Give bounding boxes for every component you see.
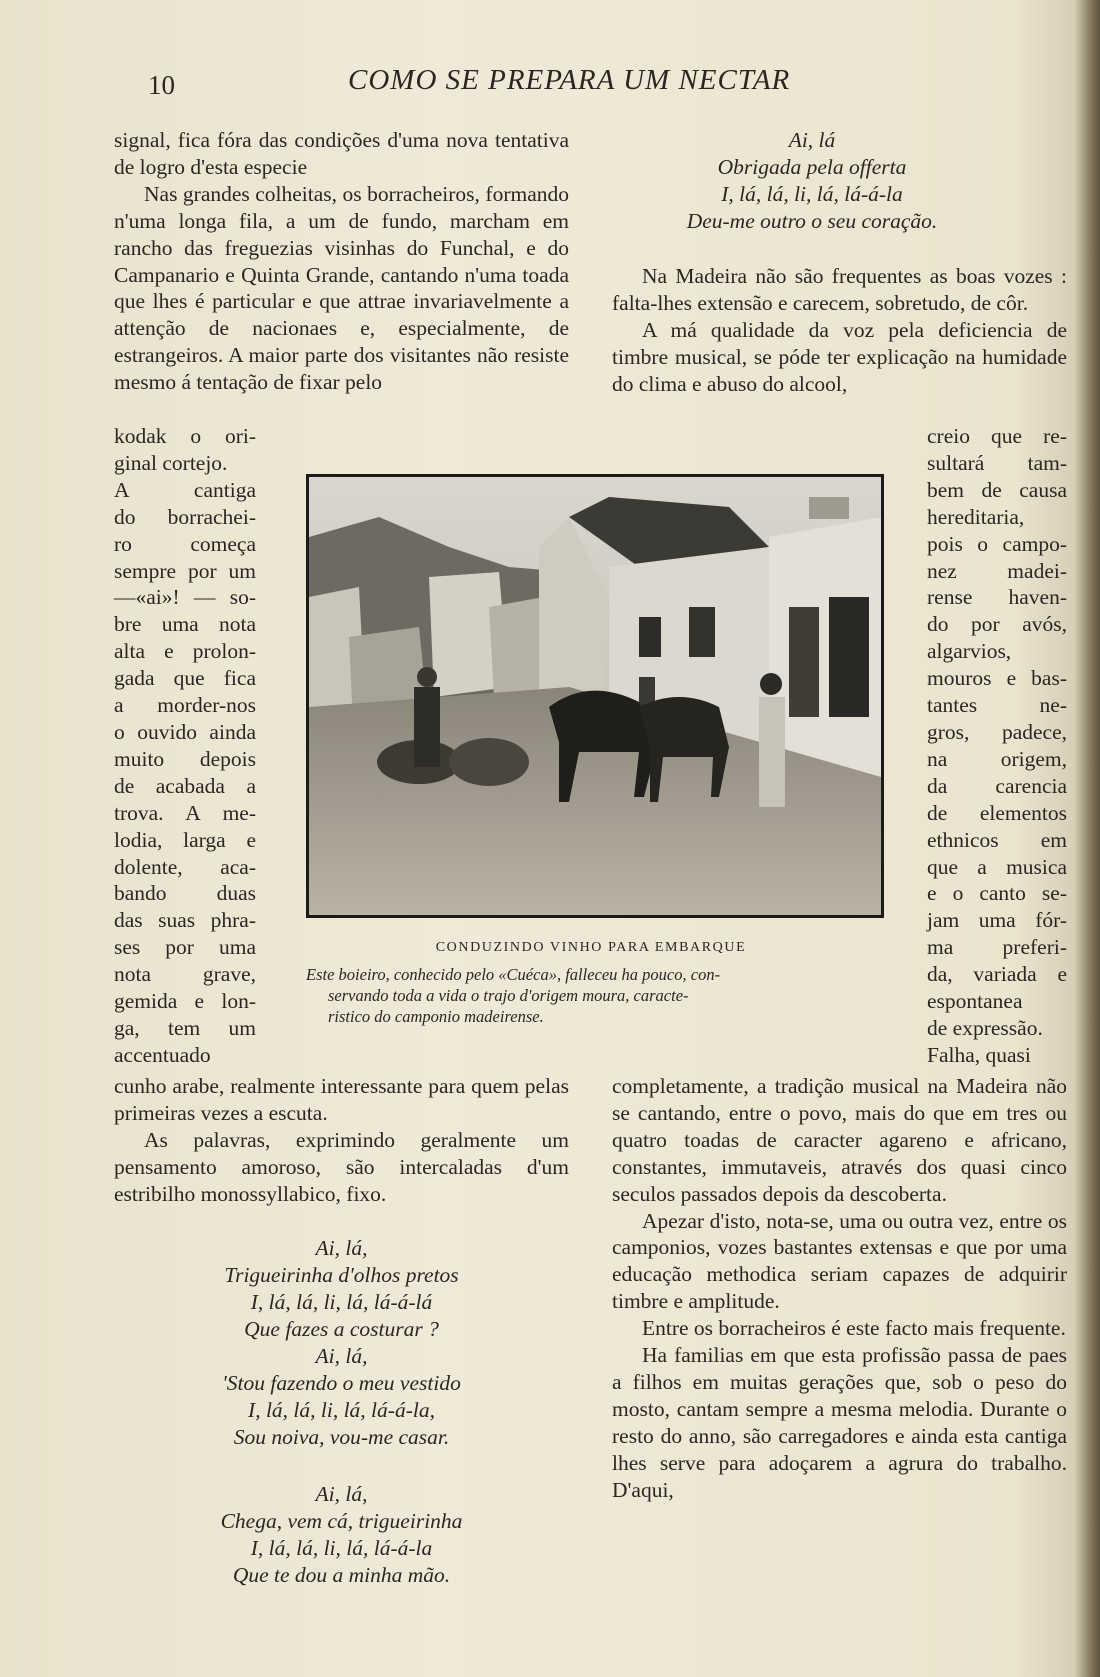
text-line: Falha, quasi (927, 1042, 1031, 1067)
right-column-top (612, 263, 1067, 398)
page-edge-shadow (1074, 0, 1100, 1677)
left-column-top (114, 127, 569, 396)
text-line: da, variada e (927, 962, 1067, 987)
text-line: jam uma fór- (927, 908, 1067, 933)
text-line: creio que re- (927, 424, 1067, 448)
street-scene-image (309, 477, 881, 915)
figure-title: CONDUZINDO VINHO PARA EMBARQUE (435, 940, 747, 955)
caption-line: servando toda a vida o trajo d'origem moura, caracte- (328, 986, 689, 1005)
text-line: espontanea (927, 989, 1023, 1014)
poem-line: Chega, vem cá, trigueirinha (220, 1509, 463, 1533)
text-line: ma preferi- (927, 935, 1067, 960)
text-line: lodia, larga e (114, 827, 256, 852)
text-line: algarvios, (927, 639, 1012, 664)
text-line: o ouvido ainda (114, 719, 256, 744)
text-line: bem de causa (927, 477, 1067, 502)
text-line: hereditaria, (927, 504, 1025, 529)
text-line: muito depois (114, 746, 256, 771)
text-line: A cantiga (114, 477, 256, 502)
text-line: bre uma nota (114, 612, 256, 637)
text-line: ethnicos em (927, 827, 1067, 852)
text-line: gros, padece, (927, 719, 1067, 744)
text-line: de acabada a (114, 773, 256, 798)
poem-line: Que fazes a costurar ? (244, 1317, 439, 1341)
paragraph: As palavras, exprimindo geralmente um pensamento amoroso, são intercaladas d'um estribilho monossyllabico, fixo. (114, 1127, 569, 1206)
text-line: kodak o ori- (114, 424, 256, 448)
poem-line: Ai, lá (788, 128, 836, 152)
paragraph: signal, fica fóra das condições d'uma nova tentativa de logro d'esta especie (114, 128, 569, 179)
poem-line: Sou noiva, vou-me casar. (233, 1425, 450, 1449)
text-line: ro começa (114, 531, 256, 556)
text-line: dolente, aca- (114, 854, 256, 879)
text-line: sempre por um (114, 558, 256, 583)
text-line: mouros e bas- (927, 666, 1067, 691)
text-line: ginal cortejo. (114, 450, 228, 475)
poem-line: Ai, lá, (315, 1236, 368, 1260)
text-line: trova. A me- (114, 800, 256, 825)
text-line: da carencia (927, 773, 1067, 798)
text-line: e o canto se- (927, 881, 1067, 906)
text-line: sultará tam- (927, 450, 1067, 475)
text-line: na origem, (927, 746, 1067, 771)
left-column-narrow (114, 423, 256, 1069)
poem-line: I, lá, lá, li, lá, lá-á-la (250, 1536, 433, 1560)
poem-line: I, lá, lá, li, lá, lá-á-la (721, 182, 903, 206)
text-line: de elementos (927, 800, 1067, 825)
caption-line: Este boieiro, conhecido pelo «Cuéca», falleceu ha pouco, con- (306, 965, 721, 984)
text-line: alta e prolon- (114, 639, 256, 664)
photograph (306, 474, 884, 918)
text-line: do por avós, (927, 612, 1067, 637)
poem-line: Deu-me outro o seu coração. (686, 209, 938, 233)
poem-line: Que te dou a minha mão. (232, 1563, 451, 1587)
poem-line: Ai, lá, (315, 1482, 368, 1506)
paragraph: Entre os borracheiros é este facto mais frequente. (642, 1316, 1066, 1341)
poem-line: Trigueirinha d'olhos pretos (224, 1263, 459, 1287)
paragraph: Ha familias em que esta profissão passa de paes a filhos em muitas gerações que, sob o peso do mosto, cantam sempre a mesma melodia. Durante o resto do anno, são carregadores e ainda esta cantiga lhes serve para adoçarem a agrura do trabalho. D'aqui, (612, 1343, 1067, 1502)
figure-caption (300, 964, 882, 1027)
poem-line: Ai, lá, (315, 1344, 368, 1368)
text-line: —«ai»! — so- (114, 585, 256, 610)
text-line: ses por uma (114, 935, 256, 960)
poem-line: I, lá, lá, li, lá, lá-á-la, (248, 1398, 435, 1422)
text-line: nota grave, (114, 962, 256, 987)
text-line: gemida e lon- (114, 989, 256, 1014)
paragraph: completamente, a tradição musical na Madeira não se cantando, entre o povo, mais do que em tres ou quatro toadas de caracter agareno e africano, constantes, immutaveis, através dos quasi cinco seculos passados depois da descoberta. (612, 1074, 1067, 1206)
text-line: gada que fica (114, 666, 256, 691)
poem-stanza (114, 1481, 569, 1589)
poem-line: Obrigada pela offerta (717, 155, 907, 179)
poem-stanza (612, 127, 1012, 235)
right-column-narrow (927, 423, 1067, 1069)
text-line: bando duas (114, 881, 256, 906)
left-column-bottom (114, 1073, 569, 1208)
text-line: rense haven- (927, 585, 1067, 610)
text-line: das suas phra- (114, 908, 256, 933)
text-line: pois o campo- (927, 531, 1067, 556)
page-number: 10 (148, 70, 175, 100)
paragraph: Na Madeira não são frequentes as boas vozes : falta-lhes extensão e carecem, sobretudo, de côr. (612, 264, 1067, 315)
right-column-bottom (612, 1073, 1067, 1504)
poem-line: I, lá, lá, li, lá, lá-á-lá (250, 1290, 433, 1314)
text-line: que a musica (927, 854, 1067, 879)
text-line: a morder-nos (114, 693, 256, 718)
text-line: ga, tem um (114, 1015, 256, 1040)
text-line: tantes ne- (927, 693, 1067, 718)
caption-line: ristico do camponio madeirense. (328, 1007, 544, 1026)
paragraph: A má qualidade da voz pela deficiencia de timbre musical, se póde ter explicação na humidade do clima e abuso do alcool, (612, 317, 1067, 396)
text-line: do borrachei- (114, 504, 256, 529)
text-line: de expressão. (927, 1015, 1043, 1040)
poem-line: 'Stou fazendo o meu vestido (222, 1371, 461, 1395)
running-title: COMO SE PREPARA UM NECTAR (348, 64, 791, 96)
poem-stanza (114, 1235, 569, 1451)
paragraph: Apezar d'isto, nota-se, uma ou outra vez, entre os camponios, vozes bastantes extensas e que por uma educação methodica seriam capazes de adquirir timbre e amplitude. (612, 1208, 1067, 1314)
paragraph: Nas grandes colheitas, os borracheiros, formando n'uma longa fila, a um de fundo, marcham em rancho das freguezias visinhas do Funchal, e do Campanario e Quinta Grande, cantando n'uma toada que lhes é particular e que attrae invariavelmente a attenção de nacionaes e, especialmente, de estrangeiros. A maior parte dos visitantes não resiste mesmo á tentação de fixar pelo (114, 181, 569, 395)
text-line: accentuado (114, 1042, 211, 1067)
paragraph: cunho arabe, realmente interessante para quem pelas primeiras vezes a escuta. (114, 1074, 569, 1125)
text-line: nez madei- (927, 558, 1067, 583)
